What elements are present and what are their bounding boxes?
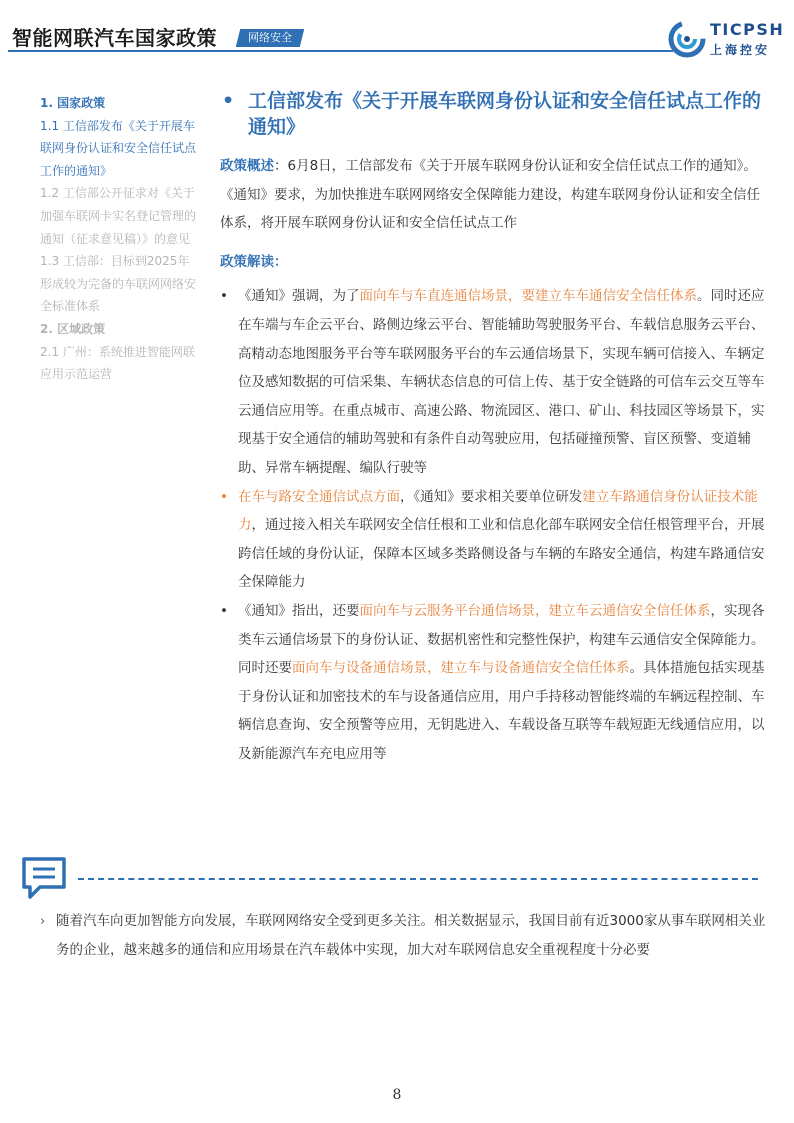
comment-icon xyxy=(20,855,68,905)
list-bullet: • xyxy=(220,602,228,619)
page-number: 8 xyxy=(392,1087,402,1103)
highlight-text: 面向车与云服务平台通信场景，建立车云通信安全信任体系 xyxy=(359,602,711,619)
main-content xyxy=(220,88,765,768)
page-header-title: 智能网联汽车国家政策 xyxy=(12,26,217,50)
highlight-text: 建立车路通信身份认证技术能力 xyxy=(238,488,758,534)
category-tag: 网络安全 xyxy=(236,29,304,47)
header-divider xyxy=(8,50,673,52)
policy-overview xyxy=(220,152,765,238)
overview-text: ：6月8日，工信部发布《关于开展车联网身份认证和安全信任试点工作的通知》。《通知》要求，为加快推进车联网网络安全保障能力建设，构建车联网身份认证和安全信任体系，将开展车联网身份认证和安全信任试点工作 xyxy=(220,158,760,232)
note-divider xyxy=(78,878,758,880)
title-bullet: • xyxy=(222,90,235,112)
list-bullet: • xyxy=(220,288,228,305)
interpretation-list xyxy=(220,282,765,768)
policy-interpretation-heading: 政策解读： xyxy=(220,253,288,270)
logo-mark-icon xyxy=(668,20,706,58)
summary-note: 随着汽车向更加智能方向发展，车联网网络安全受到更多关注。相关数据显示，我国目前有近3000家从事车联网相关业务的企业，越来越多的通信和应用场景在汽车载体中实现，加大对车联网信息安全重视程度十分必要 xyxy=(56,913,766,958)
overview-label: 政策概述 xyxy=(220,158,274,174)
toc-section-regional[interactable]: 2. 区域政策 xyxy=(40,321,106,336)
article-title-text: 工信部发布《关于开展车联网身份认证和安全信任试点工作的通知》 xyxy=(248,90,762,138)
list-item: • 《通知》强调，为了面向车与车直连通信场景，要建立车车通信安全信任体系。同时还应在车端与车企云平台、路侧边缘云平台、智能辅助驾驶服务平台、车载信息服务云平台、高精动态地图服务平台等车联网服务平台的车云通信场景下，实现车辆可信接入、车辆定位及感知数据的可信采集、车辆状态信息的可信上传、基于安全链路的可信车云交互等车云通信应用等。在重点城市、高速公路、物流园区、港口、矿山、科技园区等场景下，实现基于安全通信的辅助驾驶和有条件自动驾驶应用，包括碰撞预警、盲区预警、变道辅助、异常车辆提醒、编队行驶等 xyxy=(220,282,765,482)
chevron-right-icon: › xyxy=(40,914,46,929)
toc-item-2-1[interactable]: 2.1 广州：系统推进智能网联应用示范运营 xyxy=(40,344,195,382)
toc-item-1-1[interactable]: 1.1 工信部发布《关于开展车联网身份认证和安全信任试点工作的通知》 xyxy=(40,118,197,178)
list-item: • 《通知》指出，还要面向车与云服务平台通信场景，建立车云通信安全信任体系，实现各类车云通信场景下的身份认证、数据机密性和完整性保护，构建车云通信安全保障能力。同时还要面向车与设备通信场景，建立车与设备通信安全信任体系。具体措施包括实现基于身份认证和加密技术的车与设备通信应用，用户手持移动智能终端的车辆远程控制、车辆信息查询、安全预警等应用，无钥匙进入、车载设备互联等车载短距无线通信应用，以及新能源汽车充电应用等 xyxy=(220,597,765,769)
toc-item-1-3[interactable]: 1.3 工信部：目标到2025年形成较为完备的车联网网络安全标准体系 xyxy=(40,254,197,314)
article-title xyxy=(220,88,765,140)
list-bullet: • xyxy=(220,488,228,505)
table-of-contents xyxy=(40,92,198,386)
highlight-text: 面向车与设备通信场景，建立车与设备通信安全信任体系 xyxy=(292,660,630,677)
highlight-text: 在车与路安全通信试点方面 xyxy=(238,488,400,505)
toc-item-1-2[interactable]: 1.2 工信部公开征求对《关于加强车联网卡实名登记管理的通知（征求意见稿）》的意见 xyxy=(40,186,197,246)
logo-text-cn: 上海控安 xyxy=(710,43,771,57)
logo-text-en: TICPSH xyxy=(710,20,785,39)
interpretation-label: 政策解读 xyxy=(220,253,274,270)
company-logo xyxy=(668,20,786,62)
list-item: • 在车与路安全通信试点方面，《通知》要求相关要单位研发建立车路通信身份认证技术能力，通过接入相关车联网安全信任根和工业和信息化部车联网安全信任根管理平台，开展跨信任域的身份认证，保障本区域多类路侧设备与车辆的车路安全通信，构建车路通信安全保障能力 xyxy=(220,483,765,597)
toc-section-national[interactable]: 1. 国家政策 xyxy=(40,96,106,110)
highlight-text: 面向车与车直连通信场景，要建立车车通信安全信任体系 xyxy=(359,288,697,305)
